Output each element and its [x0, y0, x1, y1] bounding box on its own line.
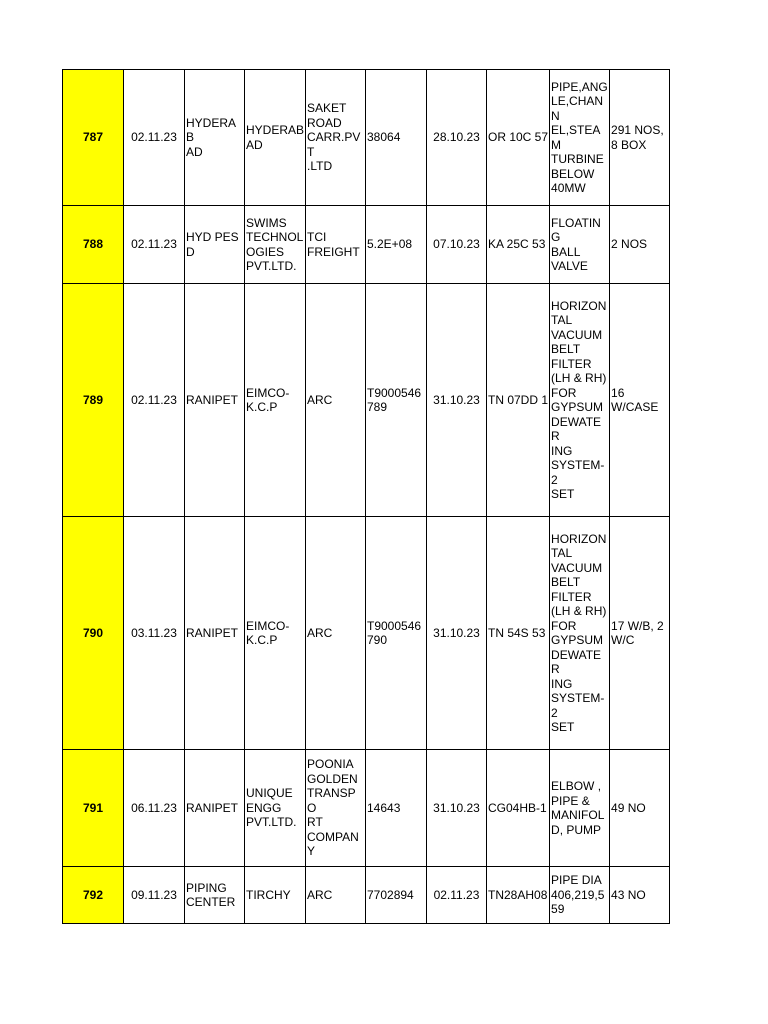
- to-cell: TIRCHY: [245, 867, 306, 924]
- lr-number-cell: T9000546 790: [366, 517, 427, 750]
- serial-number-cell: 789: [63, 284, 124, 517]
- table-row: [63, 867, 670, 924]
- serial-number-cell: 791: [63, 750, 124, 867]
- transporter-cell: TCI FREIGHT: [306, 206, 366, 284]
- transporter-cell: SAKET ROAD CARR.PVT .LTD: [306, 70, 366, 206]
- description-cell: FLOATING BALL VALVE: [550, 206, 610, 284]
- vehicle-cell: TN 54S 53: [487, 517, 550, 750]
- transporter-cell: ARC: [306, 517, 366, 750]
- vehicle-cell: KA 25C 53: [487, 206, 550, 284]
- quantity-cell: 43 NO: [610, 867, 670, 924]
- from-cell: HYDERAB AD: [185, 70, 245, 206]
- to-cell: SWIMS TECHNOL OGIES PVT.LTD.: [245, 206, 306, 284]
- quantity-cell: 49 NO: [610, 750, 670, 867]
- date-cell: 02.11.23: [124, 70, 185, 206]
- description-cell: ELBOW , PIPE & MANIFOL D, PUMP: [550, 750, 610, 867]
- lr-date-cell: 02.11.23: [427, 867, 487, 924]
- quantity-cell: 16 W/CASE: [610, 284, 670, 517]
- serial-number-cell: 792: [63, 867, 124, 924]
- quantity-cell: 2 NOS: [610, 206, 670, 284]
- lr-date-cell: 07.10.23: [427, 206, 487, 284]
- transporter-cell: POONIA GOLDEN TRANSPO RT COMPAN Y: [306, 750, 366, 867]
- transporter-cell: ARC: [306, 867, 366, 924]
- lr-number-cell: 14643: [366, 750, 427, 867]
- lr-date-cell: 31.10.23: [427, 284, 487, 517]
- transporter-cell: ARC: [306, 284, 366, 517]
- vehicle-cell: TN28AH08: [487, 867, 550, 924]
- vehicle-cell: CG04HB-1: [487, 750, 550, 867]
- table-row: [63, 206, 670, 284]
- description-cell: PIPE,ANG LE,CHANN EL,STEAM TURBINE BELOW 40MW: [550, 70, 610, 206]
- register-table: [62, 69, 670, 924]
- to-cell: EIMCO- K.C.P: [245, 284, 306, 517]
- table-row: [63, 517, 670, 750]
- description-cell: HORIZON TAL VACUUM BELT FILTER (LH & RH) FOR GYPSUM DEWATER ING SYSTEM-2 SET: [550, 517, 610, 750]
- lr-number-cell: 38064: [366, 70, 427, 206]
- date-cell: 06.11.23: [124, 750, 185, 867]
- date-cell: 03.11.23: [124, 517, 185, 750]
- from-cell: HYD PESD: [185, 206, 245, 284]
- lr-date-cell: 28.10.23: [427, 70, 487, 206]
- date-cell: 09.11.23: [124, 867, 185, 924]
- table-row: [63, 750, 670, 867]
- description-cell: PIPE DIA 406,219,5 59: [550, 867, 610, 924]
- vehicle-cell: TN 07DD 1: [487, 284, 550, 517]
- lr-number-cell: 7702894: [366, 867, 427, 924]
- serial-number-cell: 790: [63, 517, 124, 750]
- table-row: [63, 70, 670, 206]
- quantity-cell: 291 NOS, 8 BOX: [610, 70, 670, 206]
- vehicle-cell: OR 10C 57: [487, 70, 550, 206]
- from-cell: RANIPET: [185, 517, 245, 750]
- lr-number-cell: T9000546 789: [366, 284, 427, 517]
- from-cell: RANIPET: [185, 750, 245, 867]
- table-row: [63, 284, 670, 517]
- date-cell: 02.11.23: [124, 206, 185, 284]
- to-cell: EIMCO- K.C.P: [245, 517, 306, 750]
- date-cell: 02.11.23: [124, 284, 185, 517]
- from-cell: RANIPET: [185, 284, 245, 517]
- lr-number-cell: 5.2E+08: [366, 206, 427, 284]
- to-cell: HYDERAB AD: [245, 70, 306, 206]
- lr-date-cell: 31.10.23: [427, 517, 487, 750]
- lr-date-cell: 31.10.23: [427, 750, 487, 867]
- to-cell: UNIQUE ENGG PVT.LTD.: [245, 750, 306, 867]
- description-cell: HORIZON TAL VACUUM BELT FILTER (LH & RH) FOR GYPSUM DEWATER ING SYSTEM-2 SET: [550, 284, 610, 517]
- from-cell: PIPING CENTER: [185, 867, 245, 924]
- serial-number-cell: 788: [63, 206, 124, 284]
- quantity-cell: 17 W/B, 2 W/C: [610, 517, 670, 750]
- serial-number-cell: 787: [63, 70, 124, 206]
